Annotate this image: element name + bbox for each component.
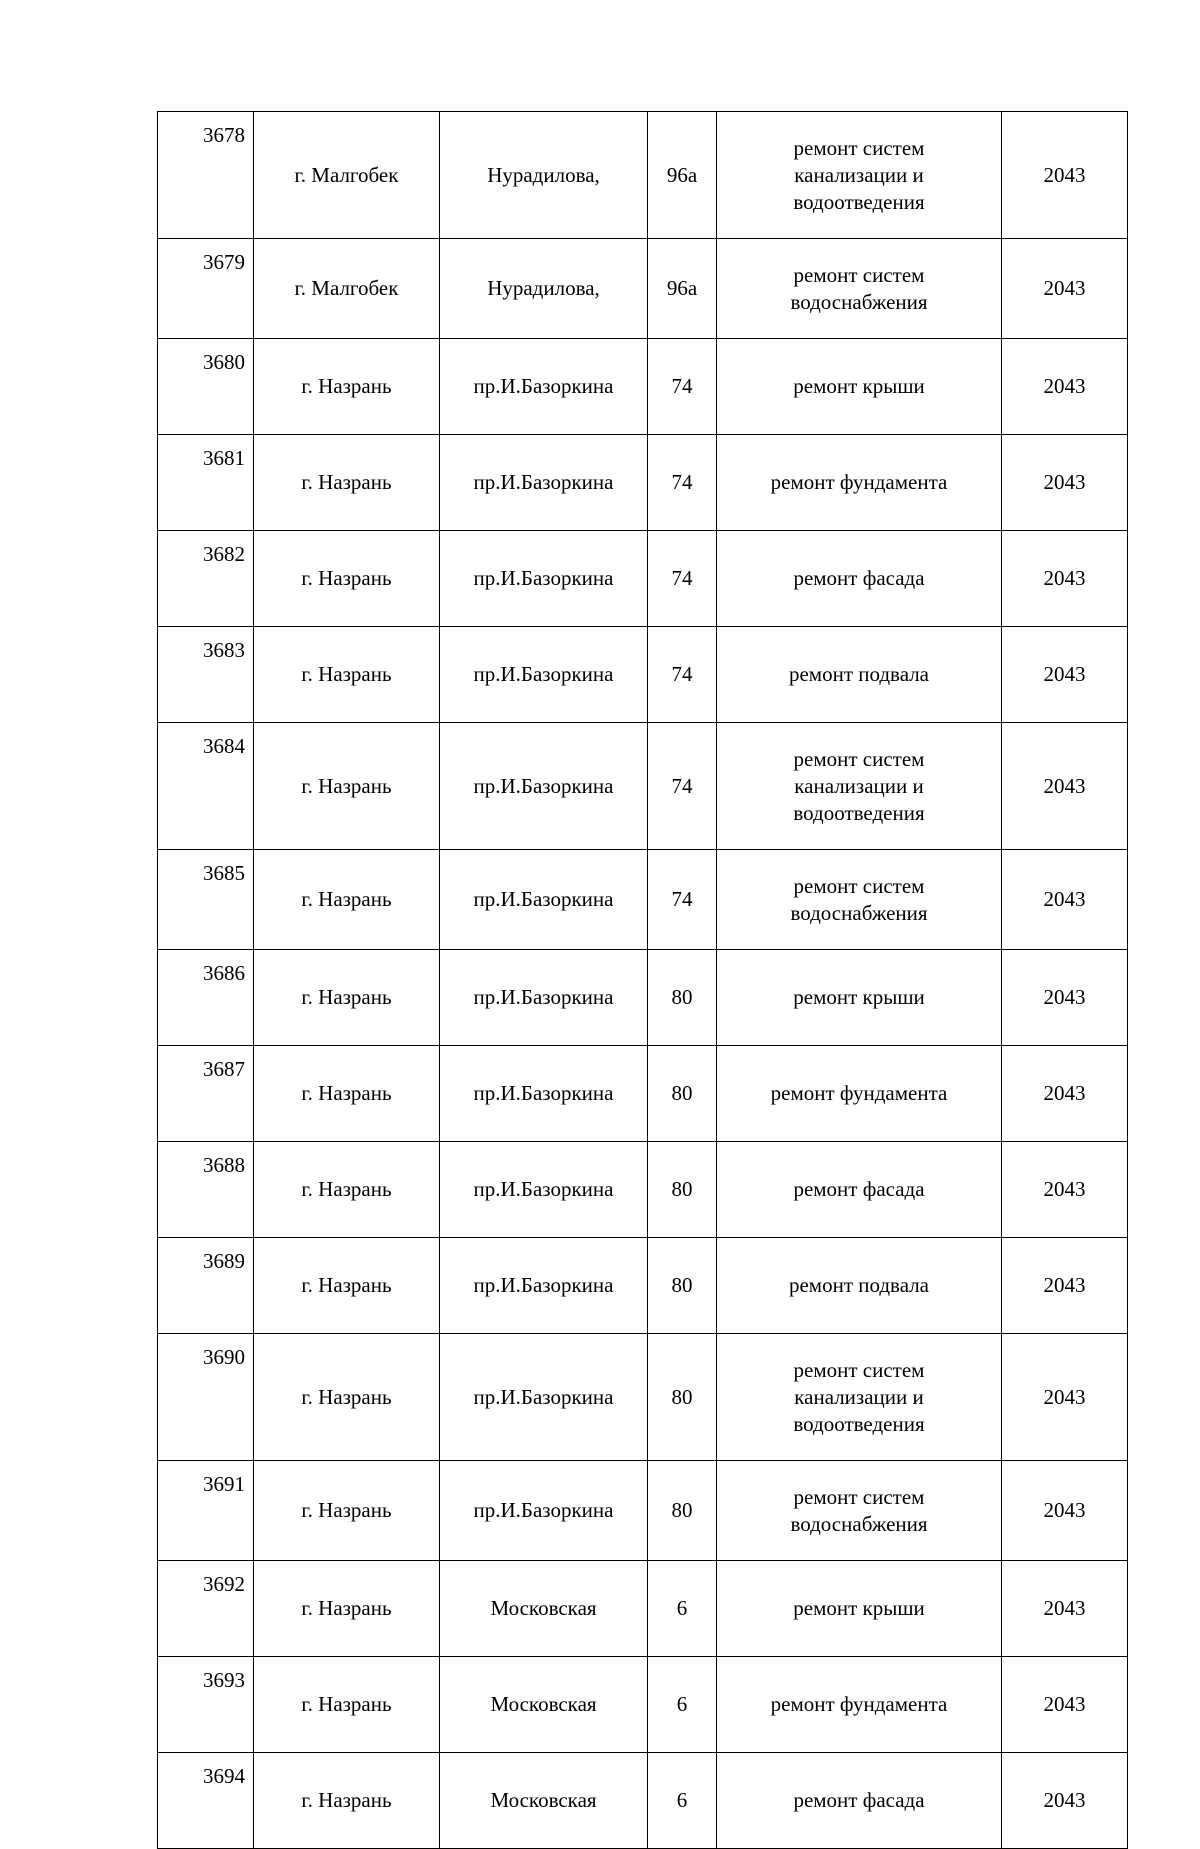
year-cell-text: 2043: [1043, 1384, 1086, 1409]
table-body: [158, 112, 1128, 1849]
table-row: [158, 435, 1128, 531]
house-number-cell-text: 80: [671, 1081, 693, 1105]
work-type-line: ремонт фасада: [793, 1177, 925, 1201]
year-cell-text: 2043: [1043, 1177, 1086, 1201]
work-type-cell: [717, 1657, 1002, 1753]
house-number-cell-text: 96а: [666, 162, 698, 187]
street-cell: [440, 435, 648, 531]
year-cell-text: 2043: [1043, 1692, 1086, 1716]
street-cell: [440, 1334, 648, 1461]
row-number-cell-text: 3685: [203, 861, 245, 885]
street-cell-text: пр.И.Базоркина: [473, 1498, 614, 1522]
row-number-cell-text: 3679: [203, 250, 245, 274]
city-cell-text: г. Назрань: [301, 1177, 392, 1201]
street-cell-text: пр.И.Базоркина: [473, 773, 614, 798]
year-cell: [1002, 1046, 1128, 1142]
year-cell: [1002, 1238, 1128, 1334]
work-type-line: ремонт подвала: [788, 1273, 930, 1297]
city-cell: [254, 1753, 440, 1849]
work-type-cell: [717, 850, 1002, 950]
work-type-line: ремонт систем: [793, 1357, 925, 1382]
work-type-line: ремонт фасада: [793, 1788, 925, 1812]
work-type-cell: [717, 339, 1002, 435]
row-number-cell: [158, 239, 254, 339]
year-cell-text: 2043: [1043, 162, 1086, 187]
city-cell-text: г. Назрань: [301, 985, 392, 1009]
street-cell: [440, 239, 648, 339]
work-type-line: водоснабжения: [790, 900, 928, 925]
year-cell-text: 2043: [1043, 470, 1086, 494]
street-cell: [440, 1561, 648, 1657]
table-row: [158, 1461, 1128, 1561]
house-number-cell-text: 74: [671, 662, 693, 686]
street-cell-text: пр.И.Базоркина: [473, 470, 614, 494]
city-cell: [254, 850, 440, 950]
row-number-cell: [158, 1238, 254, 1334]
row-number-cell-text: 3681: [203, 446, 245, 470]
year-cell: [1002, 339, 1128, 435]
row-number-cell-text: 3678: [203, 123, 245, 147]
house-number-cell-text: 74: [671, 374, 693, 398]
work-type-line: канализации и: [794, 1384, 924, 1409]
repair-schedule-table: [157, 111, 1128, 1849]
year-cell: [1002, 1142, 1128, 1238]
work-type-line: ремонт фасада: [793, 566, 925, 590]
row-number-cell-text: 3690: [203, 1345, 245, 1369]
row-number-cell: [158, 1461, 254, 1561]
row-number-cell: [158, 950, 254, 1046]
street-cell: [440, 1461, 648, 1561]
house-number-cell: [648, 627, 717, 723]
house-number-cell-text: 74: [671, 470, 693, 494]
street-cell-text: Московская: [490, 1596, 597, 1620]
city-cell-text: г. Назрань: [301, 1498, 392, 1522]
house-number-cell: [648, 850, 717, 950]
street-cell-text: пр.И.Базоркина: [473, 985, 614, 1009]
street-cell: [440, 531, 648, 627]
year-cell-text: 2043: [1043, 773, 1086, 798]
work-type-cell: [717, 239, 1002, 339]
year-cell: [1002, 531, 1128, 627]
year-cell: [1002, 239, 1128, 339]
city-cell: [254, 239, 440, 339]
year-cell: [1002, 1561, 1128, 1657]
table-row: [158, 1142, 1128, 1238]
year-cell-text: 2043: [1043, 276, 1086, 300]
street-cell: [440, 1142, 648, 1238]
row-number-cell-text: 3686: [203, 961, 245, 985]
year-cell: [1002, 1753, 1128, 1849]
city-cell-text: г. Назрань: [301, 470, 392, 494]
work-type-cell: [717, 1046, 1002, 1142]
row-number-cell: [158, 1657, 254, 1753]
city-cell: [254, 531, 440, 627]
row-number-cell: [158, 339, 254, 435]
work-type-line: ремонт систем: [793, 873, 925, 898]
house-number-cell-text: 74: [671, 773, 693, 798]
city-cell: [254, 1142, 440, 1238]
street-cell: [440, 723, 648, 850]
row-number-cell: [158, 1046, 254, 1142]
house-number-cell: [648, 435, 717, 531]
year-cell-text: 2043: [1043, 374, 1086, 398]
house-number-cell: [648, 1753, 717, 1849]
row-number-cell-text: 3688: [203, 1153, 245, 1177]
work-type-line: ремонт систем: [793, 746, 925, 771]
work-type-cell: [717, 1334, 1002, 1461]
work-type-line: ремонт фундамента: [770, 1692, 948, 1716]
city-cell-text: г. Назрань: [301, 887, 392, 911]
work-type-cell: [717, 950, 1002, 1046]
year-cell-text: 2043: [1043, 1596, 1086, 1620]
house-number-cell-text: 80: [671, 1177, 693, 1201]
work-type-line: водоотведения: [793, 1411, 925, 1436]
house-number-cell: [648, 112, 717, 239]
city-cell: [254, 112, 440, 239]
city-cell: [254, 1561, 440, 1657]
table-row: [158, 1238, 1128, 1334]
city-cell-text: г. Назрань: [301, 1081, 392, 1105]
house-number-cell: [648, 1142, 717, 1238]
street-cell-text: Московская: [490, 1788, 597, 1812]
city-cell-text: г. Назрань: [301, 1788, 392, 1812]
work-type-line: ремонт крыши: [793, 1596, 925, 1620]
year-cell: [1002, 850, 1128, 950]
work-type-cell: [717, 1142, 1002, 1238]
house-number-cell-text: 80: [671, 985, 693, 1009]
house-number-cell: [648, 1561, 717, 1657]
row-number-cell-text: 3682: [203, 542, 245, 566]
work-type-line: водоснабжения: [790, 289, 928, 314]
city-cell-text: г. Назрань: [301, 374, 392, 398]
table-row: [158, 1753, 1128, 1849]
house-number-cell: [648, 1657, 717, 1753]
year-cell: [1002, 1657, 1128, 1753]
work-type-cell: [717, 435, 1002, 531]
year-cell-text: 2043: [1043, 566, 1086, 590]
year-cell: [1002, 112, 1128, 239]
city-cell-text: г. Назрань: [301, 1692, 392, 1716]
house-number-cell-text: 80: [671, 1273, 693, 1297]
row-number-cell: [158, 1334, 254, 1461]
house-number-cell-text: 6: [676, 1788, 688, 1812]
year-cell: [1002, 723, 1128, 850]
work-type-cell: [717, 1561, 1002, 1657]
table-row: [158, 112, 1128, 239]
year-cell-text: 2043: [1043, 1498, 1086, 1522]
year-cell: [1002, 1334, 1128, 1461]
house-number-cell: [648, 1461, 717, 1561]
work-type-cell: [717, 531, 1002, 627]
work-type-line: ремонт крыши: [793, 985, 925, 1009]
street-cell-text: пр.И.Базоркина: [473, 566, 614, 590]
year-cell-text: 2043: [1043, 662, 1086, 686]
city-cell-text: г. Назрань: [301, 773, 392, 798]
city-cell: [254, 950, 440, 1046]
street-cell: [440, 950, 648, 1046]
work-type-line: ремонт систем: [793, 135, 925, 160]
city-cell: [254, 1046, 440, 1142]
house-number-cell: [648, 339, 717, 435]
year-cell-text: 2043: [1043, 1273, 1086, 1297]
city-cell: [254, 435, 440, 531]
work-type-line: ремонт подвала: [788, 662, 930, 686]
work-type-line: водоотведения: [793, 800, 925, 825]
house-number-cell-text: 74: [671, 566, 693, 590]
work-type-line: ремонт фундамента: [770, 470, 948, 494]
work-type-cell: [717, 112, 1002, 239]
row-number-cell-text: 3683: [203, 638, 245, 662]
work-type-cell: [717, 723, 1002, 850]
row-number-cell-text: 3687: [203, 1057, 245, 1081]
city-cell-text: г. Малгобек: [294, 162, 399, 187]
house-number-cell: [648, 531, 717, 627]
work-type-line: ремонт крыши: [793, 374, 925, 398]
street-cell-text: Нурадилова,: [487, 276, 600, 300]
city-cell: [254, 1657, 440, 1753]
street-cell: [440, 112, 648, 239]
row-number-cell: [158, 112, 254, 239]
city-cell: [254, 1461, 440, 1561]
table-row: [158, 1561, 1128, 1657]
city-cell-text: г. Назрань: [301, 662, 392, 686]
work-type-line: канализации и: [794, 773, 924, 798]
street-cell: [440, 1753, 648, 1849]
street-cell: [440, 1238, 648, 1334]
row-number-cell: [158, 850, 254, 950]
table-row: [158, 723, 1128, 850]
street-cell-text: пр.И.Базоркина: [473, 662, 614, 686]
house-number-cell-text: 74: [671, 887, 693, 911]
city-cell: [254, 339, 440, 435]
table-row: [158, 531, 1128, 627]
row-number-cell: [158, 435, 254, 531]
street-cell-text: пр.И.Базоркина: [473, 887, 614, 911]
city-cell: [254, 1334, 440, 1461]
house-number-cell: [648, 950, 717, 1046]
street-cell-text: пр.И.Базоркина: [473, 1384, 614, 1409]
street-cell-text: пр.И.Базоркина: [473, 1273, 614, 1297]
row-number-cell: [158, 531, 254, 627]
street-cell-text: пр.И.Базоркина: [473, 374, 614, 398]
house-number-cell: [648, 239, 717, 339]
row-number-cell-text: 3691: [203, 1472, 245, 1496]
row-number-cell: [158, 1142, 254, 1238]
street-cell: [440, 1657, 648, 1753]
work-type-line: канализации и: [794, 162, 924, 187]
city-cell-text: г. Назрань: [301, 1384, 392, 1409]
house-number-cell-text: 6: [676, 1692, 688, 1716]
city-cell-text: г. Назрань: [301, 1273, 392, 1297]
table-row: [158, 627, 1128, 723]
street-cell-text: Московская: [490, 1692, 597, 1716]
year-cell: [1002, 627, 1128, 723]
year-cell: [1002, 435, 1128, 531]
work-type-line: водоснабжения: [790, 1511, 928, 1536]
city-cell: [254, 1238, 440, 1334]
table-row: [158, 1334, 1128, 1461]
row-number-cell-text: 3684: [203, 734, 245, 758]
table-row: [158, 1657, 1128, 1753]
street-cell: [440, 627, 648, 723]
city-cell: [254, 627, 440, 723]
year-cell-text: 2043: [1043, 985, 1086, 1009]
street-cell-text: пр.И.Базоркина: [473, 1081, 614, 1105]
city-cell-text: г. Назрань: [301, 566, 392, 590]
work-type-line: ремонт систем: [793, 262, 925, 287]
city-cell: [254, 723, 440, 850]
year-cell-text: 2043: [1043, 1081, 1086, 1105]
street-cell: [440, 850, 648, 950]
house-number-cell-text: 6: [676, 1596, 688, 1620]
table-row: [158, 339, 1128, 435]
house-number-cell: [648, 1334, 717, 1461]
work-type-cell: [717, 627, 1002, 723]
row-number-cell-text: 3680: [203, 350, 245, 374]
house-number-cell-text: 96а: [666, 276, 698, 300]
row-number-cell-text: 3694: [203, 1764, 245, 1788]
work-type-cell: [717, 1461, 1002, 1561]
row-number-cell: [158, 723, 254, 850]
house-number-cell: [648, 723, 717, 850]
house-number-cell-text: 80: [671, 1384, 693, 1409]
work-type-line: ремонт систем: [793, 1484, 925, 1509]
house-number-cell-text: 80: [671, 1498, 693, 1522]
work-type-cell: [717, 1238, 1002, 1334]
table-row: [158, 850, 1128, 950]
table-row: [158, 950, 1128, 1046]
house-number-cell: [648, 1238, 717, 1334]
year-cell-text: 2043: [1043, 1788, 1086, 1812]
year-cell-text: 2043: [1043, 887, 1086, 911]
work-type-cell: [717, 1753, 1002, 1849]
row-number-cell: [158, 627, 254, 723]
row-number-cell-text: 3692: [203, 1572, 245, 1596]
street-cell-text: пр.И.Базоркина: [473, 1177, 614, 1201]
table-row: [158, 1046, 1128, 1142]
table-row: [158, 239, 1128, 339]
house-number-cell: [648, 1046, 717, 1142]
work-type-line: ремонт фундамента: [770, 1081, 948, 1105]
row-number-cell-text: 3693: [203, 1668, 245, 1692]
city-cell-text: г. Назрань: [301, 1596, 392, 1620]
street-cell-text: Нурадилова,: [487, 162, 600, 187]
street-cell: [440, 1046, 648, 1142]
row-number-cell-text: 3689: [203, 1249, 245, 1273]
work-type-line: водоотведения: [793, 189, 925, 214]
street-cell: [440, 339, 648, 435]
row-number-cell: [158, 1561, 254, 1657]
row-number-cell: [158, 1753, 254, 1849]
year-cell: [1002, 1461, 1128, 1561]
year-cell: [1002, 950, 1128, 1046]
city-cell-text: г. Малгобек: [294, 276, 399, 300]
